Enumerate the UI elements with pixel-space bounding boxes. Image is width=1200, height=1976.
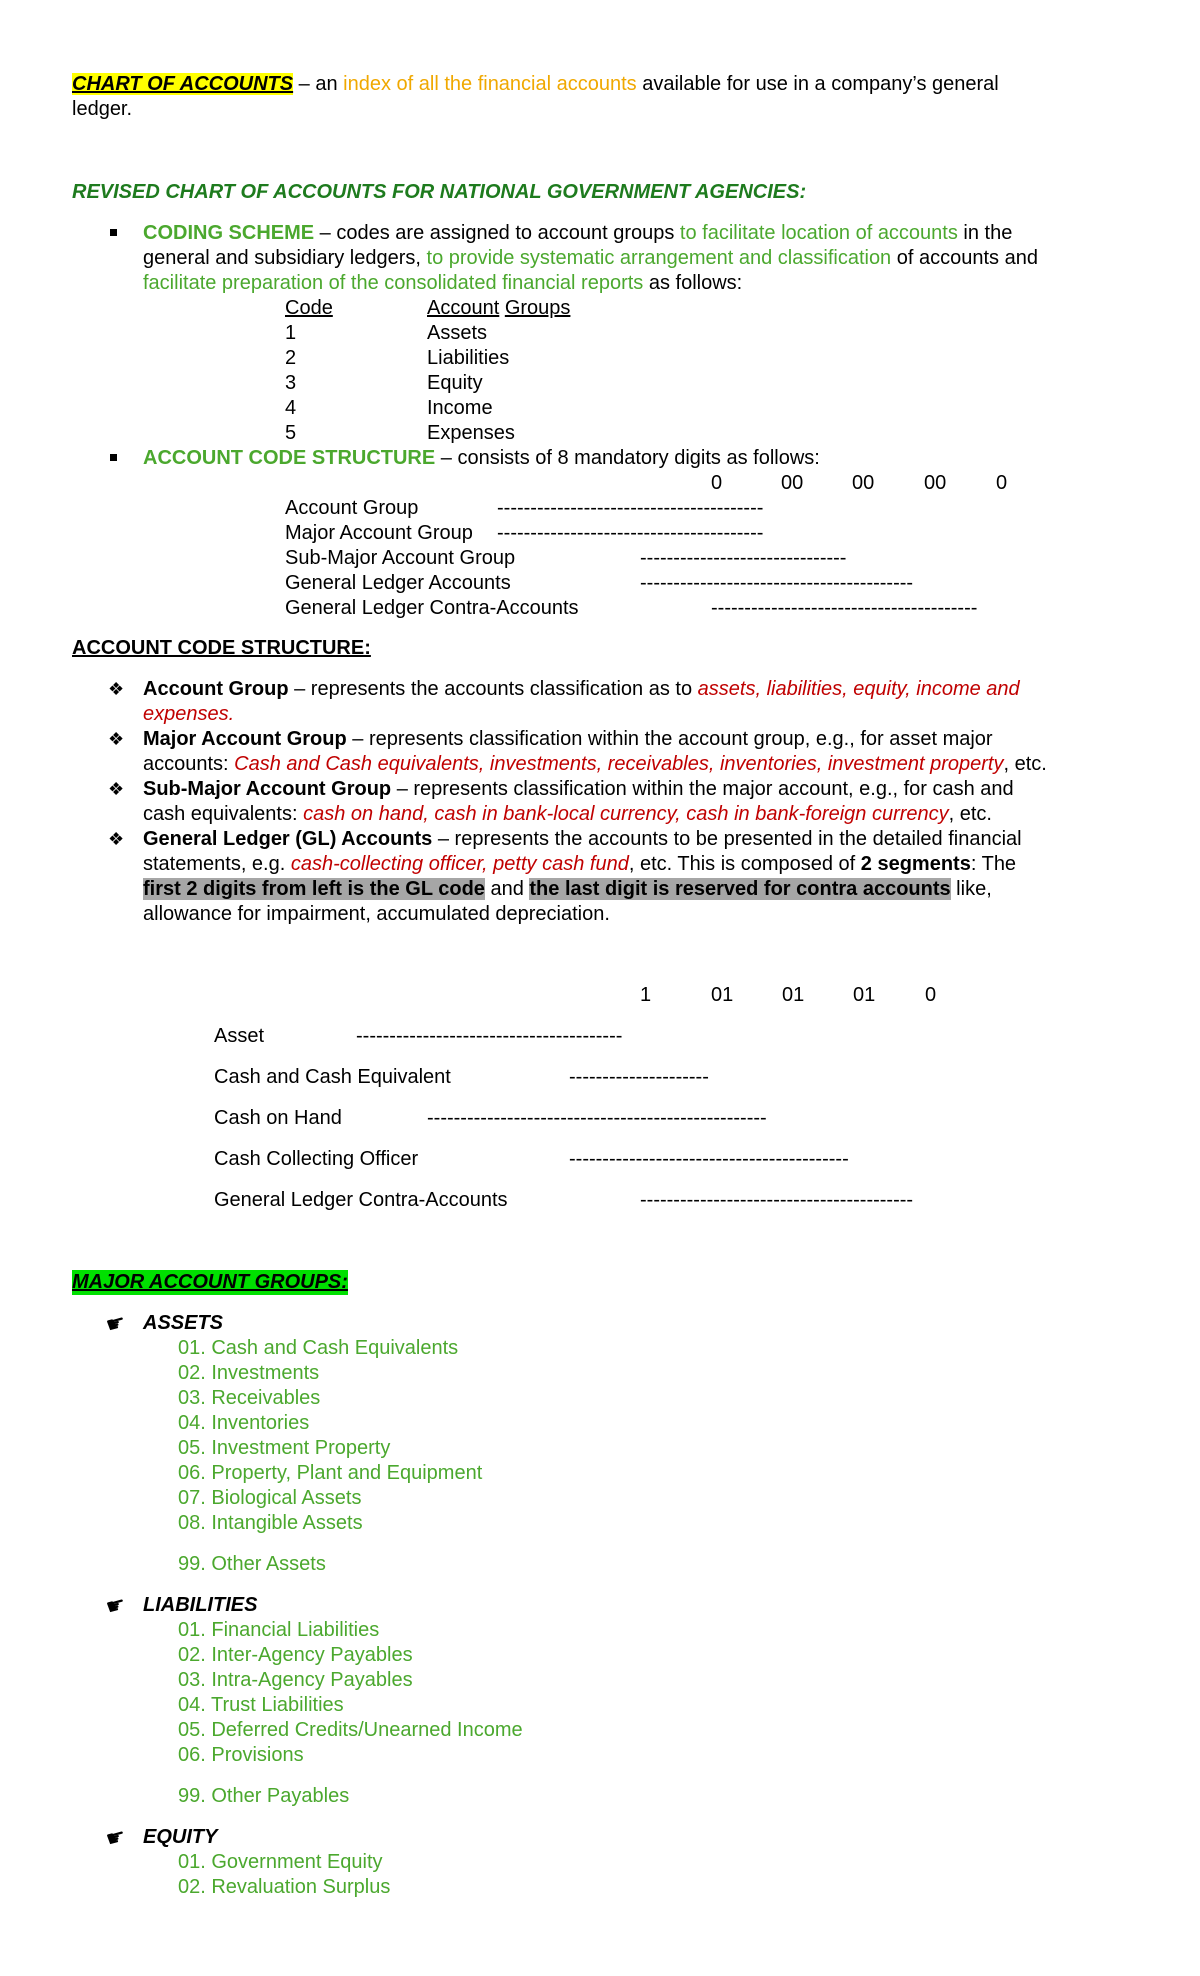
def-red: assets, liabilities, equity, income and	[697, 678, 1020, 700]
def-text: – represents the accounts to be presented in the detailed financial	[432, 828, 1022, 850]
structure-digit: 0	[711, 472, 723, 494]
structure-row-dashes: ----------------------------------------	[497, 522, 764, 544]
intro-rest-1: available for use in a company’s general	[636, 73, 999, 95]
code-row-group: Liabilities	[427, 347, 510, 369]
def-text: – represents classification within the major account, e.g., for cash and	[391, 778, 1014, 800]
example-row-label: General Ledger Contra-Accounts	[214, 1189, 508, 1211]
example-digit: 1	[640, 984, 652, 1006]
example-row-label: Cash on Hand	[214, 1107, 342, 1129]
diamond-bullet-icon: ❖	[108, 679, 125, 699]
structure-digit: 0	[996, 472, 1008, 494]
def-major-group	[143, 727, 993, 752]
structure-text: – consists of 8 mandatory digits as follows:	[435, 447, 820, 469]
list-item: 07. Biological Assets	[178, 1487, 362, 1509]
example-digit: 01	[782, 984, 805, 1006]
structure-digit: 00	[852, 472, 875, 494]
list-item: 02. Revaluation Surplus	[178, 1876, 391, 1898]
group-title-liabilities: LIABILITIES	[143, 1594, 258, 1616]
def-text: accounts:	[143, 753, 235, 775]
list-item: 03. Intra-Agency Payables	[178, 1669, 413, 1691]
structure-digit: 00	[924, 472, 947, 494]
structure-row-label: General Ledger Accounts	[285, 572, 511, 594]
chart-of-accounts-term: CHART OF ACCOUNTS	[72, 73, 294, 95]
def-red: cash-collecting officer, petty cash fund	[290, 853, 629, 875]
structure-heading: ACCOUNT CODE STRUCTURE:	[72, 637, 371, 659]
def-term: Major Account Group	[143, 728, 347, 750]
code-row-code: 5	[285, 422, 297, 444]
coding-text-1: – codes are assigned to account groups	[314, 222, 680, 244]
intro-dash: – an	[293, 73, 344, 95]
example-row-label: Cash and Cash Equivalent	[214, 1066, 451, 1088]
pointing-hand-icon: ☛	[103, 1308, 129, 1339]
structure-row-dashes: ----------------------------------------	[497, 497, 764, 519]
square-bullet-icon	[110, 229, 117, 236]
structure-line	[143, 446, 820, 471]
structure-row-label: General Ledger Contra-Accounts	[285, 597, 579, 619]
def-gl-cont	[143, 852, 1016, 877]
structure-row-label: Sub-Major Account Group	[285, 547, 516, 569]
code-row-group: Income	[427, 397, 493, 419]
code-row-group: Equity	[427, 372, 483, 394]
def-sub-major-group-cont	[143, 802, 992, 827]
list-item: 08. Intangible Assets	[178, 1512, 363, 1534]
code-row-group: Expenses	[427, 422, 515, 444]
def-highlight: first 2 digits from left is the GL code	[143, 878, 485, 900]
structure-row-dashes: -------------------------------	[640, 547, 847, 569]
def-text: , etc.	[948, 803, 992, 825]
coding-text-2: in the	[957, 222, 1013, 244]
def-text: , etc. This is composed of	[628, 853, 861, 875]
intro-highlight: index of all the financial accounts	[343, 73, 637, 95]
structure-row-dashes: ----------------------------------------	[711, 597, 978, 619]
coding-line-1	[143, 221, 1012, 246]
structure-row-dashes: -----------------------------------------	[640, 572, 914, 594]
code-row-code: 4	[285, 397, 297, 419]
def-sub-major-group	[143, 777, 1014, 802]
list-item: 99. Other Assets	[178, 1553, 326, 1575]
list-item: 04. Trust Liabilities	[178, 1694, 344, 1716]
example-digit: 01	[711, 984, 734, 1006]
example-digit: 0	[925, 984, 937, 1006]
coding-green-1: to facilitate location of accounts	[679, 222, 958, 244]
def-gl	[143, 827, 1022, 852]
list-item: 06. Property, Plant and Equipment	[178, 1462, 483, 1484]
code-row-code: 2	[285, 347, 297, 369]
def-bold: 2 segments	[860, 853, 971, 875]
coding-green-2: to provide systematic arrangement and classification	[426, 247, 892, 269]
coding-scheme-term: CODING SCHEME	[143, 222, 315, 244]
example-row-dashes: ---------------------	[569, 1066, 709, 1088]
list-item: 03. Receivables	[178, 1387, 321, 1409]
intro-line-1	[72, 72, 999, 97]
list-item: 99. Other Payables	[178, 1785, 350, 1807]
example-row-label: Cash Collecting Officer	[214, 1148, 419, 1170]
def-highlight: the last digit is reserved for contra accounts	[529, 878, 951, 900]
structure-digit: 00	[781, 472, 804, 494]
list-item: 01. Financial Liabilities	[178, 1619, 380, 1641]
major-groups-heading: MAJOR ACCOUNT GROUPS:	[72, 1271, 348, 1293]
intro-line-2: ledger.	[72, 98, 133, 120]
coding-green-3: facilitate preparation of the consolidated financial reports	[143, 272, 644, 294]
structure-row-label: Account Group	[285, 497, 419, 519]
code-row-code: 1	[285, 322, 297, 344]
pointing-hand-icon: ☛	[103, 1590, 129, 1621]
group-column-header	[427, 296, 570, 321]
def-gl-cont-3: allowance for impairment, accumulated depreciation.	[143, 903, 610, 925]
group-title-equity: EQUITY	[143, 1826, 218, 1848]
def-term: General Ledger (GL) Accounts	[143, 828, 433, 850]
coding-text-4: of accounts and	[891, 247, 1038, 269]
list-item: 02. Investments	[178, 1362, 320, 1384]
coding-line-2	[143, 246, 1038, 271]
pointing-hand-icon: ☛	[103, 1822, 129, 1853]
list-item: 05. Investment Property	[178, 1437, 391, 1459]
def-red: Cash and Cash equivalents, investments, receivables, inventories, investment property	[234, 753, 1004, 775]
revised-title: REVISED CHART OF ACCOUNTS FOR NATIONAL GOVERNMENT AGENCIES:	[72, 181, 807, 203]
list-item: 04. Inventories	[178, 1412, 310, 1434]
list-item: 01. Government Equity	[178, 1851, 383, 1873]
coding-text-3: general and subsidiary ledgers,	[143, 247, 427, 269]
example-digit: 01	[853, 984, 876, 1006]
def-text: – represents classification within the account group, e.g., for asset major	[346, 728, 993, 750]
group-title-assets: ASSETS	[143, 1312, 224, 1334]
def-term: Sub-Major Account Group	[143, 778, 392, 800]
group-header-b: Groups	[504, 297, 571, 319]
def-term: Account Group	[143, 678, 289, 700]
def-gl-cont-2	[143, 877, 992, 902]
square-bullet-icon	[110, 454, 117, 461]
def-major-group-cont	[143, 752, 1047, 777]
def-text: and	[484, 878, 530, 900]
def-red-cont: expenses.	[143, 703, 235, 725]
example-row-dashes: ------------------------------------------	[569, 1148, 849, 1170]
example-row-dashes: -----------------------------------------	[640, 1189, 914, 1211]
def-text: like,	[950, 878, 992, 900]
structure-row-label: Major Account Group	[285, 522, 473, 544]
def-text: cash equivalents:	[143, 803, 304, 825]
code-column-header: Code	[285, 297, 333, 319]
structure-term: ACCOUNT CODE STRUCTURE	[143, 447, 436, 469]
def-red: cash on hand, cash in bank-local currency, cash in bank-foreign currency	[303, 803, 949, 825]
code-row-code: 3	[285, 372, 297, 394]
diamond-bullet-icon: ❖	[108, 779, 125, 799]
def-text: , etc.	[1003, 753, 1047, 775]
list-item: 02. Inter-Agency Payables	[178, 1644, 413, 1666]
example-row-dashes: ---------------------------------------------------	[427, 1107, 767, 1129]
code-row-group: Assets	[427, 322, 488, 344]
list-item: 06. Provisions	[178, 1744, 304, 1766]
def-text: : The	[970, 853, 1017, 875]
example-row-dashes: ----------------------------------------	[356, 1025, 623, 1047]
def-text: statements, e.g.	[143, 853, 291, 875]
coding-line-3	[143, 271, 742, 296]
example-row-label: Asset	[214, 1025, 265, 1047]
def-account-group	[143, 677, 1020, 702]
list-item: 05. Deferred Credits/Unearned Income	[178, 1719, 523, 1741]
diamond-bullet-icon: ❖	[108, 729, 125, 749]
group-header-a: Account	[427, 297, 500, 319]
def-text: – represents the accounts classification as to	[288, 678, 698, 700]
diamond-bullet-icon: ❖	[108, 829, 125, 849]
coding-text-5: as follows:	[643, 272, 743, 294]
list-item: 01. Cash and Cash Equivalents	[178, 1337, 459, 1359]
